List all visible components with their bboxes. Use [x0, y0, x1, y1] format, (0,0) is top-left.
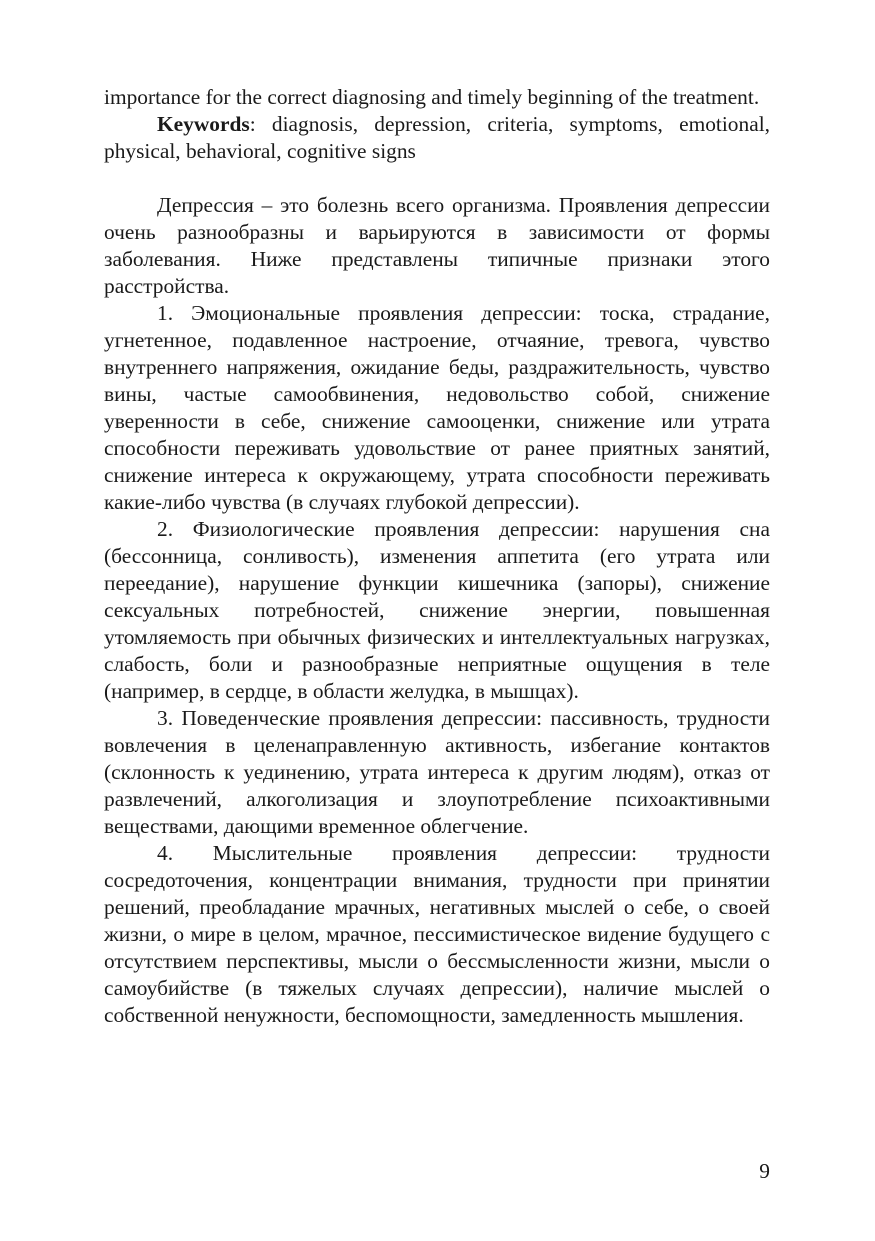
keywords-label: Keywords [157, 112, 250, 136]
page-body [104, 84, 770, 1029]
list-item-emotional: 1. Эмоциональные проявления депрессии: тоска, страдание, угнетенное, подавленное настроение, отчаяние, тревога, чувство внутреннего напряжения, ожидание беды, раздражительность, чувство вины, частые самообвинения, недовольство собой, снижение уверенности в себе, снижение самооценки, снижение или утрата способности переживать удовольствие от ранее приятных занятий, снижение интереса к окружающему, утрата способности переживать какие-либо чувства (в случаях глубокой депрессии). [104, 301, 770, 514]
page-number: 9 [759, 1159, 770, 1183]
list-item-physiological: 2. Физиологические проявления депрессии: нарушения сна (бессонница, сонливость), изменения аппетита (его утрата или переедание), нарушение функции кишечника (запоры), снижение сексуальных потребностей, снижение энергии, повышенная утомляемость при обычных физических и интеллектуальных нагрузках, слабость, боли и разнообразные неприятные ощущения в теле (например, в сердце, в области желудка, в мышцах). [104, 517, 770, 703]
abstract-tail: importance for the correct diagnosing and timely beginning of the treatment. [104, 85, 760, 109]
keywords-text: : diagnosis, depression, criteria, symptoms, emotional, physical, behavioral, cognitive signs [104, 112, 770, 163]
list-item-cognitive: 4. Мыслительные проявления депрессии: трудности сосредоточения, концентрации внимания, трудности при принятии решений, преобладание мрачных, негативных мыслей о себе, о своей жизни, о мире в целом, мрачное, пессимистическое видение будущего с отсутствием перспективы, мысли о бессмысленности жизни, мысли о самоубийстве (в тяжелых случаях депрессии), наличие мыслей о собственной ненужности, беспомощности, замедленность мышления. [104, 841, 770, 1027]
keywords-paragraph [104, 111, 770, 165]
intro-paragraph: Депрессия – это болезнь всего организма. Проявления депрессии очень разнообразны и варьируются в зависимости от формы заболевания. Ниже представлены типичные признаки этого расстройства. [104, 193, 770, 298]
list-item-behavioral: 3. Поведенческие проявления депрессии: пассивность, трудности вовлечения в целенаправленную активность, избегание контактов (склонность к уединению, утрата интереса к другим людям), отказ от развлечений, алкоголизация и злоупотребление психоактивными веществами, дающими временное облегчение. [104, 706, 770, 838]
